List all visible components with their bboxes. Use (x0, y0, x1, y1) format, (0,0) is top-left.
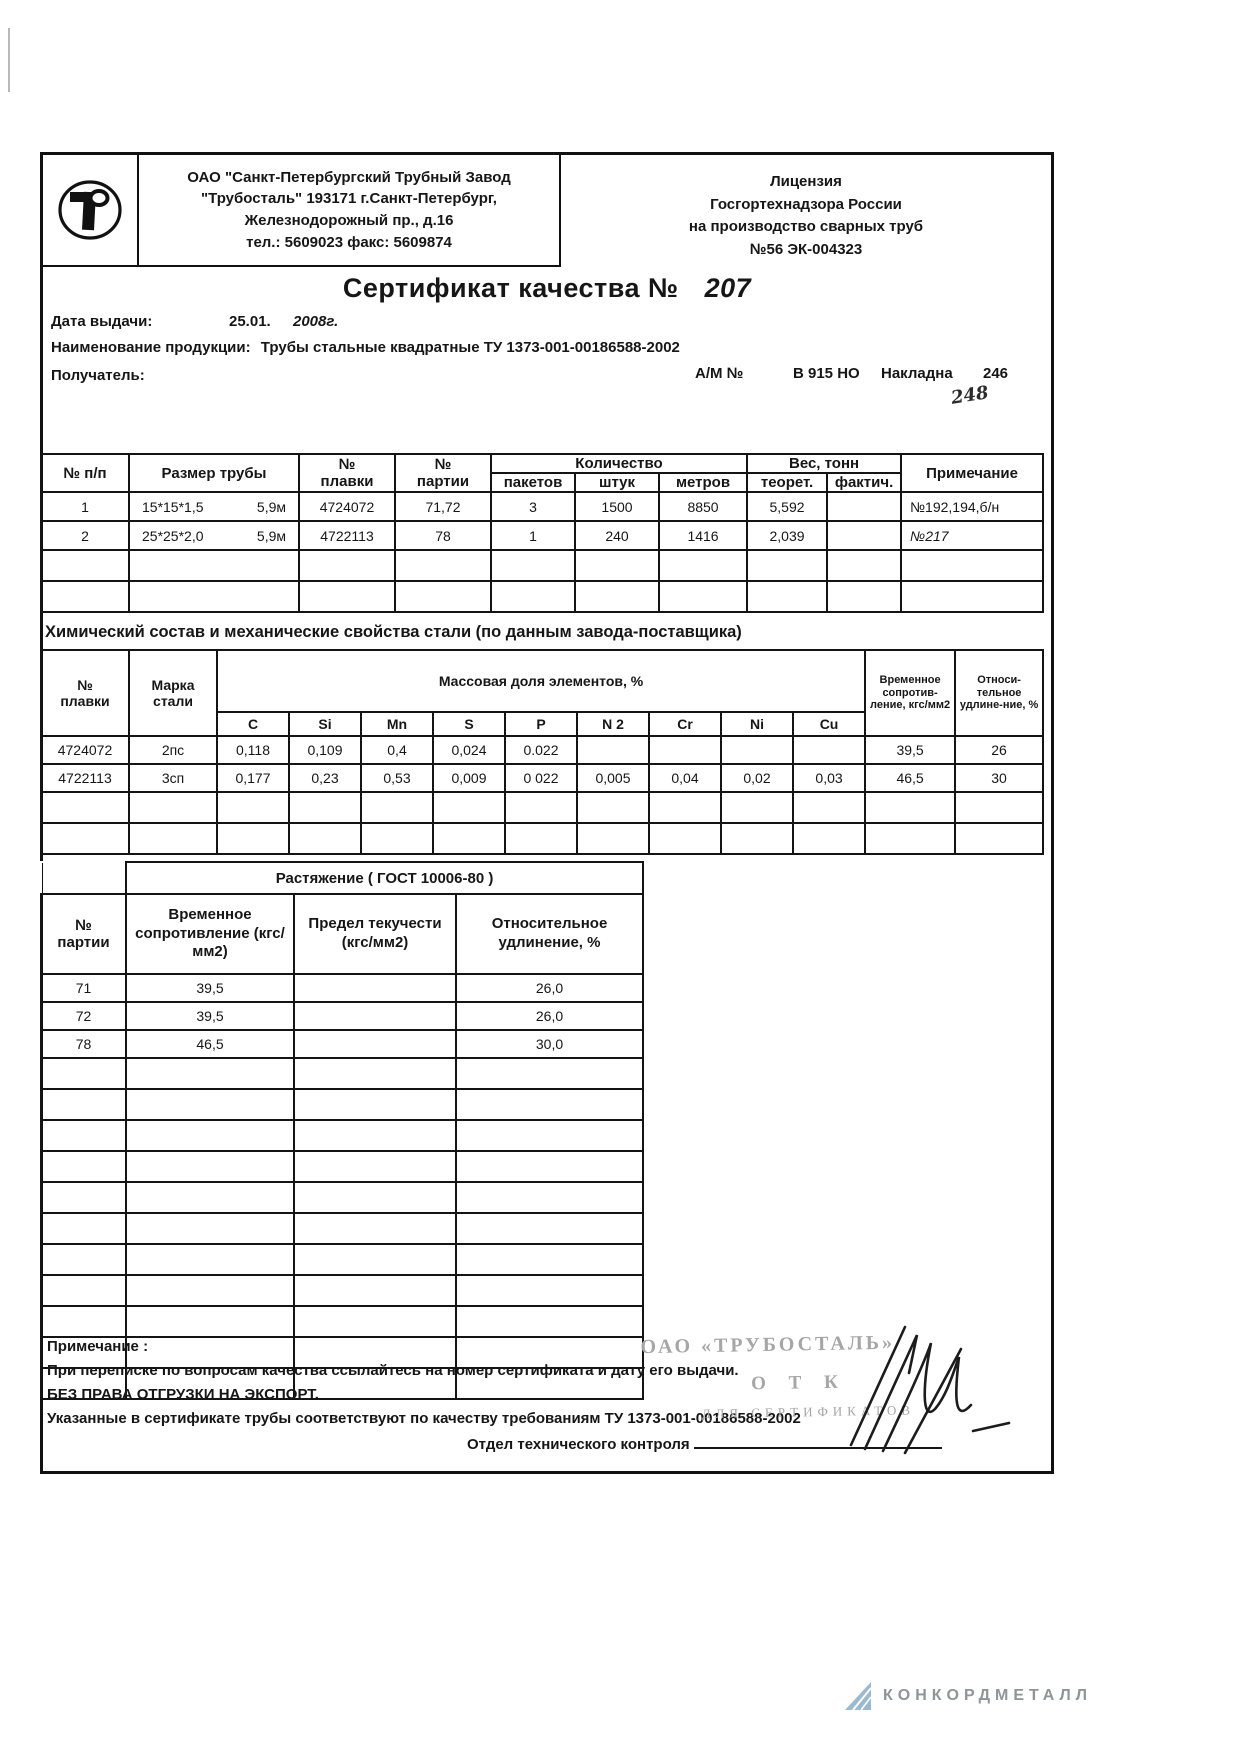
scan-artifact-line (8, 28, 10, 92)
table-row-empty (41, 1275, 643, 1306)
col-header-packs: пакетов (491, 473, 575, 492)
issue-date-value: 25.01. (229, 313, 271, 330)
title-label: Сертификат качества № (342, 273, 679, 303)
col-header-meters: метров (659, 473, 747, 492)
am-label: А/М № (695, 365, 744, 382)
am-value: В 915 НО (793, 365, 860, 382)
license-line: №56 ЭК-004323 (749, 240, 863, 258)
table-row-empty (41, 792, 1043, 823)
element-header: S (433, 712, 505, 736)
col-header-fact: фактич. (827, 473, 901, 492)
product-line (51, 339, 680, 356)
license-line: Госгортехнадзора России (710, 195, 902, 213)
company-logo (43, 155, 139, 267)
issue-date-label: Дата выдачи: (51, 313, 153, 330)
col-header-elongation: Относи-тельное удлине-ние, % (955, 650, 1043, 736)
handwritten-signature (813, 1313, 1023, 1463)
license-line: на производство сварных труб (688, 218, 924, 235)
company-line: ОАО "Санкт-Петербургский Трубный Завод (187, 168, 511, 186)
license-info (561, 155, 1051, 267)
table-row: 71 39,5 26,0 (41, 974, 643, 1002)
stamp-company: ОАО «ТРУБОСТАЛЬ» (640, 1331, 896, 1359)
col-header-party: № партии (395, 454, 491, 492)
table-row-empty (41, 1244, 643, 1275)
trubostal-logo-icon (56, 174, 124, 246)
receiver-line (51, 367, 145, 384)
col-header-weight: Вес, тонн (747, 454, 901, 473)
header (43, 155, 1051, 267)
col-header-elongation: Относительное удлинение, % (456, 894, 643, 974)
col-header-grade: Марка стали (129, 650, 217, 736)
col-header-party: № партии (41, 894, 126, 974)
chemistry-table (40, 649, 1044, 855)
table-row: 72 39,5 26,0 (41, 1002, 643, 1030)
company-line: Железнодорожный пр., д.16 (244, 212, 454, 229)
table-row-empty (41, 1151, 643, 1182)
col-header-mass-fraction: Массовая доля элементов, % (217, 650, 865, 712)
element-header: P (505, 712, 577, 736)
watermark-text: КОНКОРДМЕТАЛЛ (883, 1687, 1093, 1704)
table-row: 2 25*25*2,0 5,9м 4722113 78 1 240 1416 2,039 №217 (41, 521, 1043, 550)
table-row: 4724072 2пс 0,118 0,109 0,4 0,024 0.022 39,5 26 (41, 736, 1043, 764)
certificate-number: 207 (704, 273, 752, 303)
issue-date-year: 2008г. (293, 313, 339, 330)
col-header-note: Примечание (901, 454, 1043, 492)
element-header: C (217, 712, 289, 736)
element-header: Mn (361, 712, 433, 736)
tension-test-table (40, 861, 644, 1400)
qc-department-label: Отдел технического контроля (467, 1436, 690, 1453)
license-line: Лицензия (770, 173, 842, 190)
col-header-yield: Предел текучести (кгс/мм2) (294, 894, 456, 974)
element-header: Ni (721, 712, 793, 736)
table-row: 1 15*15*1,5 5,9м 4724072 71,72 3 1500 8850 5,592 №192,194,б/н (41, 492, 1043, 521)
col-header-tensile: Временное сопротив-ление, кгс/мм2 (865, 650, 955, 736)
notes-line-no-export: БЕЗ ПРАВА ОТГРУЗКИ НА ЭКСПОРТ. (47, 1386, 319, 1403)
table-row-empty (41, 1213, 643, 1244)
table-row-empty (41, 1182, 643, 1213)
notes-line-compliance: Указанные в сертификате трубы соответствуют по качеству требованиям ТУ 1373-001-00186588-2002 (47, 1410, 801, 1427)
table-row-empty (41, 1120, 643, 1151)
table-row-empty (41, 823, 1043, 854)
corner-cell (41, 862, 126, 894)
table-row: 4722113 3сп 0,177 0,23 0,53 0,009 0 022 0,005 0,04 0,02 0,03 46,5 30 (41, 764, 1043, 792)
table-row-empty (41, 581, 1043, 612)
company-line: тел.: 5609023 факс: 5609874 (246, 233, 452, 251)
col-header-tensile: Временное сопротивление (кгс/мм2) (126, 894, 294, 974)
konkordmetall-watermark (843, 1680, 1092, 1712)
tension-title: Растяжение ( ГОСТ 10006-80 ) (126, 862, 643, 894)
element-header: N 2 (577, 712, 649, 736)
col-header-heat: № плавки (41, 650, 129, 736)
col-header-quantity: Количество (491, 454, 747, 473)
element-header: Si (289, 712, 361, 736)
col-header-heat: № плавки (299, 454, 395, 492)
product-value: Трубы стальные квадратные ТУ 1373-001-00186588-2002 (260, 339, 680, 356)
element-header: Cr (649, 712, 721, 736)
receiver-label: Получатель: (51, 367, 145, 384)
table-row-empty (41, 1089, 643, 1120)
table-row-empty (41, 1058, 643, 1089)
issue-date-line (51, 313, 339, 330)
chemistry-section-title: Химический состав и механические свойства стали (по данным завода-поставщика) (45, 623, 742, 641)
element-header: Cu (793, 712, 865, 736)
col-header-size: Размер трубы (129, 454, 299, 492)
shipment-table (40, 453, 1044, 613)
table-row-empty (41, 550, 1043, 581)
product-label: Наименование продукции: (51, 339, 251, 356)
col-header-theor: теорет. (747, 473, 827, 492)
company-info (139, 155, 561, 267)
table-row-empty (41, 1306, 643, 1337)
table-row: 78 46,5 30,0 (41, 1030, 643, 1058)
handwritten-invoice-number: 248 (949, 382, 990, 409)
invoice-label: Накладна (881, 365, 953, 382)
col-header-num: № п/п (41, 454, 129, 492)
stamp-otk: О Т К (750, 1371, 848, 1395)
document-title (43, 273, 1051, 304)
certificate-frame (40, 152, 1054, 1474)
invoice-number: 246 (983, 365, 1009, 382)
notes-line: При переписке по вопросам качества ссылайтесь на номер сертификата и дату его выдачи. (47, 1362, 739, 1379)
col-header-pieces: штук (575, 473, 659, 492)
sail-logo-icon (843, 1680, 873, 1712)
stamp-for-certificates: ДЛЯ СЕРТИФИКАТОВ (701, 1402, 916, 1422)
notes-label: Примечание : (47, 1338, 149, 1355)
company-line: "Трубосталь" 193171 г.Санкт-Петербург, (201, 190, 497, 208)
